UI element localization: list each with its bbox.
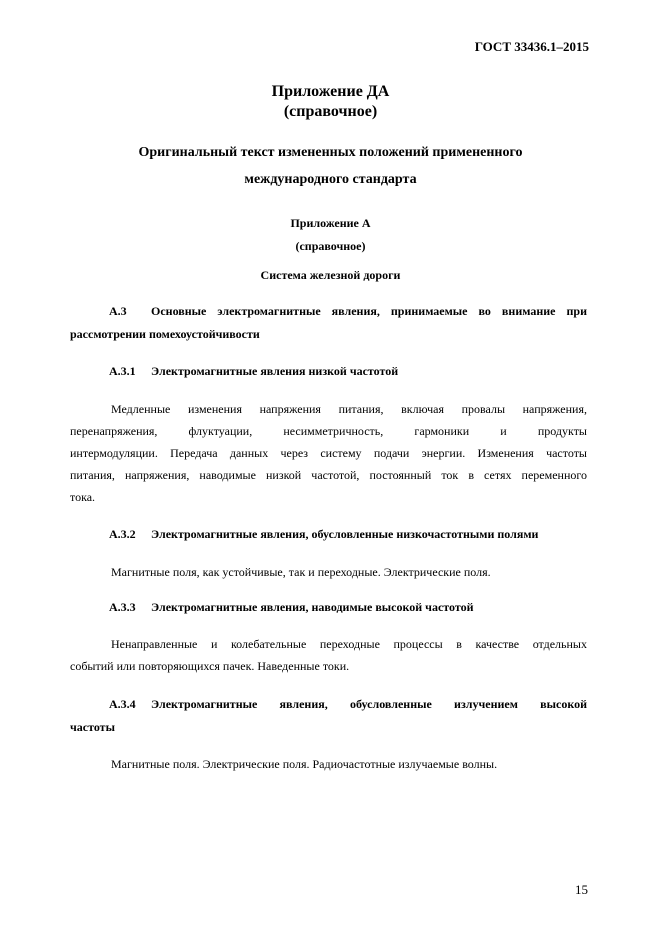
section-number: А.3.2 <box>109 527 136 541</box>
section-title-line1: Электромагнитные явления, обусловленные излучением высокой <box>151 697 587 711</box>
appendix-title: Приложение ДА <box>271 83 390 100</box>
appendix-heading-line1: Оригинальный текст измененных положений примененного <box>138 145 523 160</box>
paragraph-line: Магнитные поля. Электрические поля. Радиочастотные излучаемые волны. <box>111 757 498 771</box>
section-title-line2: частоты <box>70 720 115 734</box>
section-number: А.3.4 <box>109 697 136 711</box>
section-title-line1: Основные электромагнитные явления, принимаемые во внимание при <box>151 304 587 318</box>
section-title-line2: рассмотрении помехоустойчивости <box>70 327 260 341</box>
section-title: Электромагнитные явления, обусловленные низкочастотными полями <box>151 527 539 541</box>
paragraph-line: Ненаправленные и колебательные переходные процессы в качестве отдельных <box>111 637 587 651</box>
section-number: А.3.1 <box>109 364 136 378</box>
annex-system-title: Система железной дороги <box>260 268 401 282</box>
section-number: А.3.3 <box>109 600 136 614</box>
paragraph-line: тока. <box>70 490 96 504</box>
paragraph-line: перенапряжения, флуктуации, несимметричность, гармоники и продукты <box>70 424 587 438</box>
section-number: А.3 <box>109 304 127 318</box>
paragraph-line: Магнитные поля, как устойчивые, так и переходные. Электрические поля. <box>111 565 491 579</box>
page-number: 15 <box>575 882 588 897</box>
section-title: Электромагнитные явления, наводимые высокой частотой <box>151 600 474 614</box>
appendix-subtitle: (справочное) <box>283 103 378 120</box>
appendix-heading-line2: международного стандарта <box>244 172 417 187</box>
annex-subtitle: (справочное) <box>295 239 366 253</box>
paragraph-line: Медленные изменения напряжения питания, включая провалы напряжения, <box>111 402 587 416</box>
paragraph-line: питания, напряжения, наводимые низкой частотой, постоянный ток в сетях переменного <box>70 468 587 482</box>
paragraph-line: событий или повторяющихся пачек. Наведенные токи. <box>70 659 350 673</box>
paragraph-line: интермодуляции. Передача данных через систему подачи энергии. Изменения частоты <box>70 446 587 460</box>
section-title: Электромагнитные явления низкой частотой <box>151 364 399 378</box>
annex-title: Приложение А <box>290 216 371 230</box>
document-id-header: ГОСТ 33436.1–2015 <box>474 39 589 54</box>
